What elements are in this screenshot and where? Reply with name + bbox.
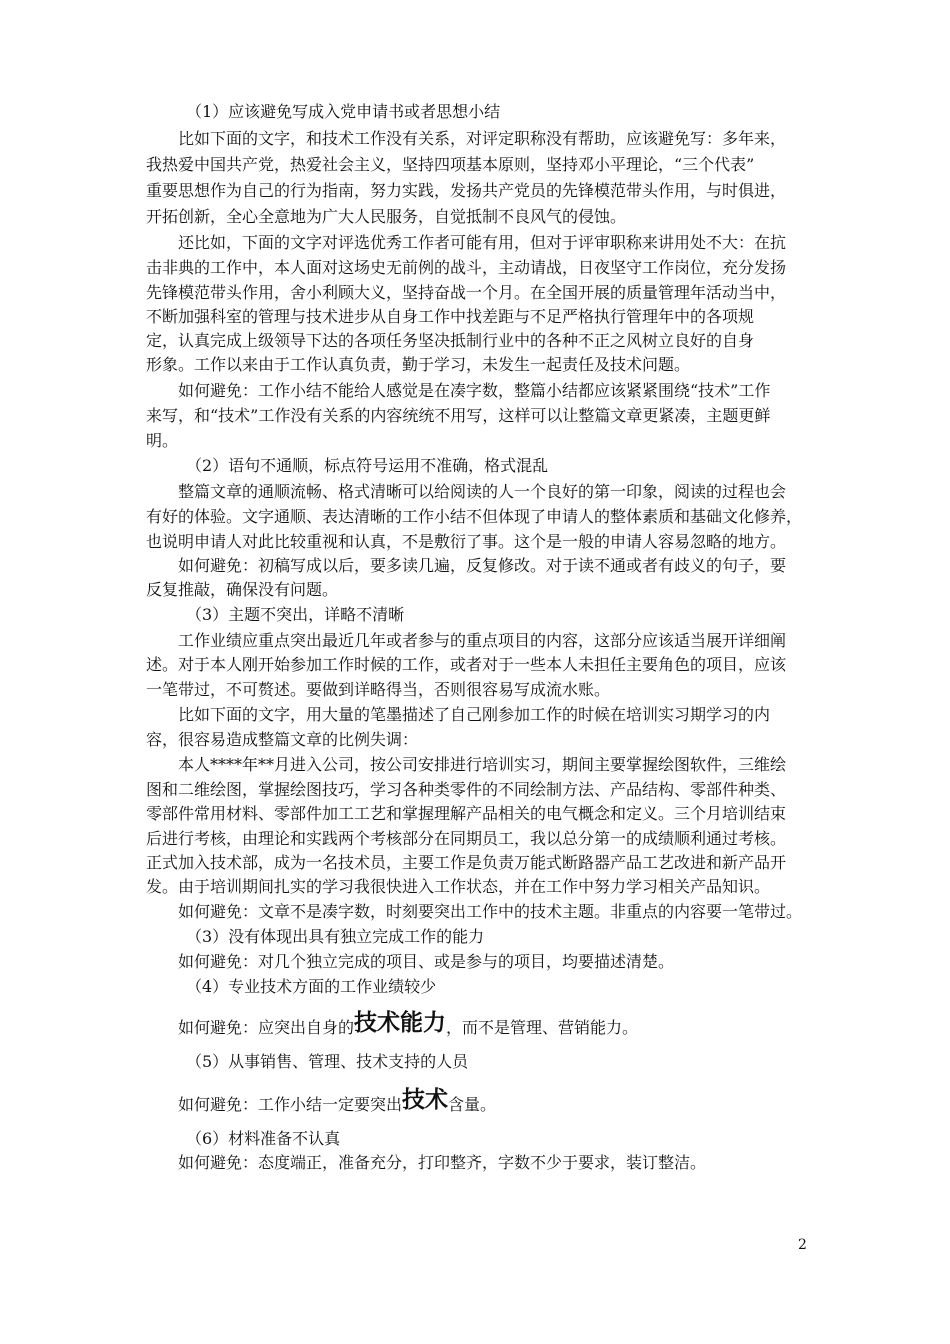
paragraph-line: 图和二维绘图，掌握绘图技巧，学习各种类零件的不同绘制方法、产品结构、零部件种类、	[146, 780, 787, 799]
emphasis-line-prefix: 如何避免：工作小结一定要突出	[178, 1095, 403, 1114]
paragraph-line: 形象。工作以来由于工作认真负责，勤于学习，未发生一起责任及技术问题。	[146, 355, 691, 374]
paragraph-line: 如何避免：对几个独立完成的项目、或是参与的项目，均要描述清楚。	[178, 952, 675, 971]
paragraph-line: 发。由于培训期间扎实的学习我很快进入工作状态，并在工作中努力学习相关产品知识。	[146, 877, 771, 896]
emphasis-line-suffix: 含量。	[448, 1095, 497, 1114]
paragraph-line: 比如下面的文字，用大量的笔墨描述了自己刚参加工作的时候在培训实习期学习的内	[178, 705, 771, 724]
paragraph-line: 开拓创新，全心全意地为广大人民服务，自觉抵制不良风气的侵蚀。	[146, 207, 627, 226]
paragraph-line: 先锋模范带头作用，舍小利顾大义，坚持奋战一个月。在全国开展的质量管理年活动当中，	[146, 283, 787, 302]
paragraph-line: 比如下面的文字，和技术工作没有关系，对评定职称没有帮助，应该避免写：多年来，	[178, 129, 787, 148]
section-heading: （4）专业技术方面的工作业绩较少	[186, 977, 437, 996]
section-heading: （3）没有体现出具有独立完成工作的能力	[186, 927, 485, 946]
paragraph-line: 整篇文章的通顺流畅、格式清晰可以给阅读的人一个良好的第一印象，阅读的过程也会	[178, 482, 787, 501]
paragraph-line: 来写，和“技术”工作没有关系的内容统统不用写，这样可以让整篇文章更紧凑，主题更鲜	[146, 406, 771, 425]
section-heading: （2）语句不通顺，标点符号运用不准确，格式混乱	[186, 456, 549, 475]
paragraph-line: 如何避免：态度端正，准备充分，打印整齐，字数不少于要求，装订整洁。	[178, 1153, 707, 1172]
paragraph-line: 定，认真完成上级领导下达的各项任务坚决抵制行业中的各种不正之风树立良好的自身	[146, 331, 755, 350]
section-heading: （1）应该避免写成入党申请书或者思想小结	[186, 102, 501, 121]
emphasis-line	[178, 1010, 639, 1038]
paragraph-line: 正式加入技术部，成为一名技术员，主要工作是负责万能式断路器产品工艺改进和新产品开	[146, 853, 787, 872]
paragraph-line: 工作业绩应重点突出最近几年或者参与的重点项目的内容，这部分应该适当展开详细阐	[178, 631, 787, 650]
paragraph-line: 后进行考核，由理论和实践两个考核部分在同期员工，我以总分第一的成绩顺利通过考核。	[146, 829, 787, 848]
paragraph-line: 有好的体验。文字通顺、表达清晰的工作小结不但体现了申请人的整体素质和基础文化修养，	[146, 507, 803, 526]
emphasis-line-suffix: ，而不是管理、营销能力。	[446, 1018, 639, 1037]
section-heading: （6）材料准备不认真	[186, 1129, 341, 1148]
section-heading: （5）从事销售、管理、技术支持的人员	[186, 1052, 469, 1071]
section-heading: （3）主题不突出，详略不清晰	[186, 605, 405, 624]
page-number: 2	[798, 1237, 807, 1253]
paragraph-line: 本人****年**月进入公司，按公司安排进行培训实习，期间主要掌握绘图软件，三维绘	[178, 755, 787, 774]
paragraph-line: 明。	[146, 431, 179, 450]
paragraph-line: 容，很容易造成整篇文章的比例失调：	[146, 730, 419, 749]
paragraph-line: 如何避免：工作小结不能给人感觉是在凑字数，整篇小结都应该紧紧围绕“技术”工作	[178, 381, 771, 400]
paragraph-line: 如何避免：文章不是凑字数，时刻要突出工作中的技术主题。非重点的内容要一笔带过。	[178, 902, 803, 921]
emphasis-text: 技术	[402, 1087, 449, 1113]
paragraph-line: 不断加强科室的管理与技术进步从自身工作中找差距与不足严格执行管理年中的各项规	[146, 307, 755, 326]
emphasis-text: 技术能力	[354, 1010, 447, 1036]
paragraph-line: 一笔带过，不可赘述。要做到详略得当，否则很容易写成流水账。	[146, 680, 611, 699]
paragraph-line: 也说明申请人对此比较重视和认真，不是敷衍了事。这个是一般的申请人容易忽略的地方。	[146, 532, 787, 551]
paragraph-line: 击非典的工作中，本人面对这场史无前例的战斗，主动请战，日夜坚守工作岗位，充分发扬	[146, 258, 787, 277]
paragraph-line: 我热爱中国共产党，热爱社会主义，坚持四项基本原则，坚持邓小平理论，“三个代表”	[146, 155, 755, 174]
paragraph-line: 零部件常用材料、零部件加工工艺和掌握理解产品相关的电气概念和定义。三个月培训结束	[146, 804, 787, 823]
paragraph-line: 还比如，下面的文字对评选优秀工作者可能有用，但对于评审职称来讲用处不大：在抗	[178, 233, 787, 252]
emphasis-line-prefix: 如何避免：应突出自身的	[178, 1018, 355, 1037]
paragraph-line: 如何避免：初稿写成以后，要多读几遍，反复修改。对于读不通或者有歧义的句子，要	[178, 556, 787, 575]
paragraph-line: 反复推敲，确保没有问题。	[146, 580, 339, 599]
paragraph-line: 重要思想作为自己的行为指南，努力实践，发扬共产党员的先锋模范带头作用，与时俱进，	[146, 181, 787, 200]
paragraph-line: 述。对于本人刚开始参加工作时候的工作，或者对于一些本人未担任主要角色的项目，应该	[146, 655, 787, 674]
emphasis-line	[178, 1087, 497, 1115]
